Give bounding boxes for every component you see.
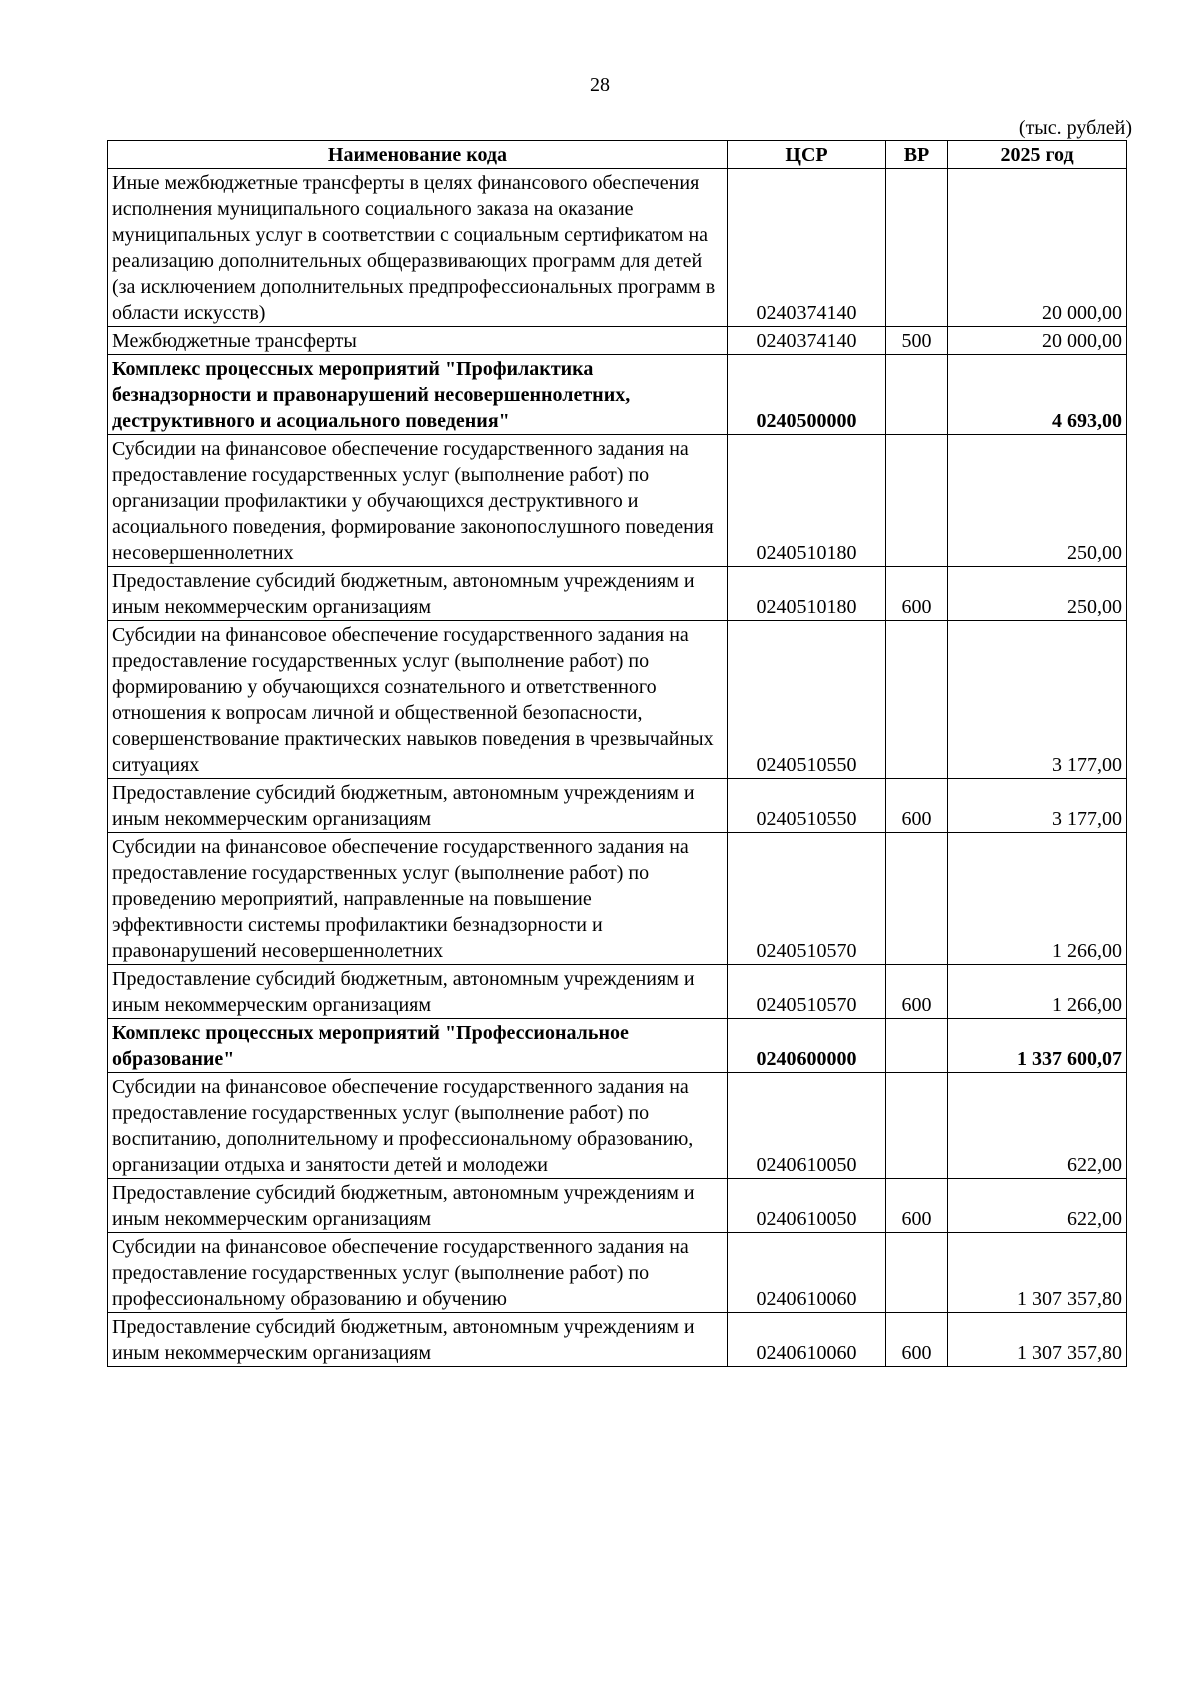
row-vr: 600 <box>886 965 948 1019</box>
row-name: Предоставление субсидий бюджетным, автономным учреждениям и иным некоммерческим организациям <box>108 1179 728 1233</box>
table-row <box>108 1233 1127 1313</box>
row-name: Субсидии на финансовое обеспечение государственного задания на предоставление государственных услуг (выполнение работ) по проведению мероприятий, направленные на повышение эффективности системы профилактики безнадзорности и правонарушений несовершеннолетних <box>108 833 728 965</box>
row-csr: 0240374140 <box>728 327 886 355</box>
row-csr: 0240600000 <box>728 1019 886 1073</box>
row-csr: 0240610050 <box>728 1073 886 1179</box>
row-name: Субсидии на финансовое обеспечение государственного задания на предоставление государственных услуг (выполнение работ) по формированию у обучающихся сознательного и ответственного отношения к вопросам личной и общественной безопасности, совершенствование практических навыков поведения в чрезвычайных ситуациях <box>108 621 728 779</box>
table-header-row <box>108 141 1127 169</box>
row-amount: 1 307 357,80 <box>948 1313 1127 1367</box>
row-csr: 0240510550 <box>728 779 886 833</box>
header-year: 2025 год <box>948 141 1127 169</box>
row-vr <box>886 169 948 327</box>
table-row <box>108 327 1127 355</box>
page-number: 28 <box>590 74 610 96</box>
row-csr: 0240610060 <box>728 1313 886 1367</box>
table-row <box>108 1073 1127 1179</box>
table-row <box>108 965 1127 1019</box>
header-csr: ЦСР <box>728 141 886 169</box>
row-csr: 0240374140 <box>728 169 886 327</box>
table-row-section <box>108 1019 1127 1073</box>
row-vr: 600 <box>886 1313 948 1367</box>
row-csr: 0240510550 <box>728 621 886 779</box>
row-amount: 1 307 357,80 <box>948 1233 1127 1313</box>
row-amount: 622,00 <box>948 1179 1127 1233</box>
row-name: Субсидии на финансовое обеспечение государственного задания на предоставление государственных услуг (выполнение работ) по воспитанию, дополнительному и профессиональному образованию, организации отдыха и занятости детей и молодежи <box>108 1073 728 1179</box>
row-csr: 0240510570 <box>728 833 886 965</box>
row-vr <box>886 355 948 435</box>
table-row <box>108 1313 1127 1367</box>
row-csr: 0240500000 <box>728 355 886 435</box>
header-vr: ВР <box>886 141 948 169</box>
table-row <box>108 621 1127 779</box>
row-csr: 0240510570 <box>728 965 886 1019</box>
row-name: Комплекс процессных мероприятий "Профилактика безнадзорности и правонарушений несовершеннолетних, деструктивного и асоциального поведения" <box>108 355 728 435</box>
row-amount: 3 177,00 <box>948 621 1127 779</box>
row-amount: 622,00 <box>948 1073 1127 1179</box>
row-name: Иные межбюджетные трансферты в целях финансового обеспечения исполнения муниципального социального заказа на оказание муниципальных услуг в соответствии с социальным сертификатом на реализацию дополнительных общеразвивающих программ для детей (за исключением дополнительных предпрофессиональных программ в области искусств) <box>108 169 728 327</box>
table-row-section <box>108 355 1127 435</box>
table-row <box>108 833 1127 965</box>
units-label: (тыс. рублей) <box>1018 117 1132 139</box>
row-vr <box>886 833 948 965</box>
row-amount: 250,00 <box>948 435 1127 567</box>
row-vr <box>886 1019 948 1073</box>
table-row <box>108 567 1127 621</box>
budget-table <box>107 140 1127 1367</box>
row-name: Предоставление субсидий бюджетным, автономным учреждениям и иным некоммерческим организациям <box>108 567 728 621</box>
header-name: Наименование кода <box>108 141 728 169</box>
row-vr: 600 <box>886 1179 948 1233</box>
row-vr: 500 <box>886 327 948 355</box>
table-row <box>108 1179 1127 1233</box>
row-csr: 0240510180 <box>728 435 886 567</box>
row-name: Комплекс процессных мероприятий "Профессиональное образование" <box>108 1019 728 1073</box>
row-vr <box>886 621 948 779</box>
row-vr: 600 <box>886 779 948 833</box>
row-name: Предоставление субсидий бюджетным, автономным учреждениям и иным некоммерческим организациям <box>108 779 728 833</box>
row-name: Предоставление субсидий бюджетным, автономным учреждениям и иным некоммерческим организациям <box>108 1313 728 1367</box>
table-row <box>108 169 1127 327</box>
row-vr <box>886 1233 948 1313</box>
row-amount: 1 266,00 <box>948 833 1127 965</box>
row-amount: 1 266,00 <box>948 965 1127 1019</box>
row-name: Субсидии на финансовое обеспечение государственного задания на предоставление государственных услуг (выполнение работ) по организации профилактики у обучающихся деструктивного и асоциального поведения, формирование законопослушного поведения несовершеннолетних <box>108 435 728 567</box>
row-csr: 0240510180 <box>728 567 886 621</box>
row-vr <box>886 1073 948 1179</box>
table-row <box>108 779 1127 833</box>
row-amount: 4 693,00 <box>948 355 1127 435</box>
row-amount: 20 000,00 <box>948 169 1127 327</box>
row-name: Предоставление субсидий бюджетным, автономным учреждениям и иным некоммерческим организациям <box>108 965 728 1019</box>
row-name: Межбюджетные трансферты <box>108 327 728 355</box>
row-amount: 20 000,00 <box>948 327 1127 355</box>
row-name: Субсидии на финансовое обеспечение государственного задания на предоставление государственных услуг (выполнение работ) по профессиональному образованию и обучению <box>108 1233 728 1313</box>
row-vr: 600 <box>886 567 948 621</box>
row-amount: 3 177,00 <box>948 779 1127 833</box>
row-amount: 1 337 600,07 <box>948 1019 1127 1073</box>
row-vr <box>886 435 948 567</box>
table-row <box>108 435 1127 567</box>
row-amount: 250,00 <box>948 567 1127 621</box>
row-csr: 0240610050 <box>728 1179 886 1233</box>
row-csr: 0240610060 <box>728 1233 886 1313</box>
